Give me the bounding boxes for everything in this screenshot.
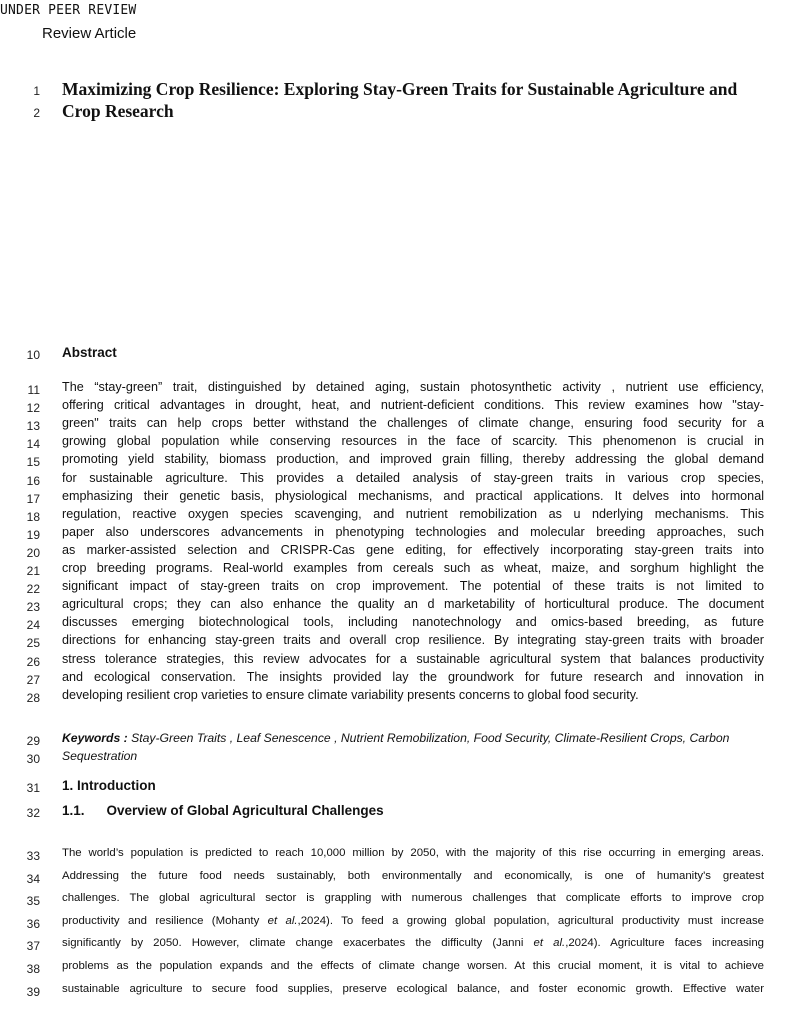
line-number: 19: [26, 527, 40, 542]
line-number: 27: [26, 672, 40, 687]
line-number: 34: [26, 871, 40, 886]
line-number: 13: [26, 419, 40, 434]
line-number: 16: [26, 473, 40, 488]
abstract-line: crop breeding programs. Real-world examples from cereals such as wheat, maize, and sorghum highlight the: [62, 561, 764, 575]
introduction-line: sustainable agriculture to secure food supplies, preserve ecological balance, and foster economic growth. Effective water: [62, 982, 764, 995]
abstract-line: growing global population while conserving resources in the face of scarcity. This phenomenon is crucial in: [62, 434, 764, 449]
line-number: 2: [33, 106, 40, 120]
abstract-line: developing resilient crop varieties to ensure climate variability presents concerns to global food security.: [62, 687, 639, 702]
title-line: Crop Research: [62, 101, 174, 121]
abstract-line: stress tolerance strategies, this review advocates for a sustainable agricultural system that balances productivity: [62, 651, 764, 666]
line-number: 15: [26, 455, 40, 470]
introduction-line: significantly by 2050. However, climate change exacerbates the difficulty (Janni et al.,2024). Agriculture faces increasing: [62, 937, 765, 950]
line-number: 12: [26, 401, 40, 416]
abstract-line: regulation, reactive oxygen species scavenging, and nutrient remobilization as u nderlying mechanisms. This: [62, 506, 764, 521]
abstract-line: paper also underscores advancements in phenotyping technologies and molecular breeding approaches, such: [62, 524, 764, 539]
line-number: 37: [26, 939, 40, 954]
subsection-number: 1.1.: [62, 803, 85, 818]
line-number: 36: [26, 916, 40, 931]
line-number: 39: [26, 984, 40, 999]
introduction-line: productivity and resilience (Mohanty et al.,2024). To feed a growing global population, agricultural productivity must increase: [62, 914, 764, 927]
abstract-line: significant impact of stay-green traits on crop improvement. The potential of these traits is not limited to: [62, 579, 764, 594]
line-number: 24: [26, 618, 40, 633]
line-number: 28: [26, 690, 40, 705]
subsection-title: Overview of Global Agricultural Challenges: [106, 803, 384, 818]
abstract-line: as marker-assisted selection and CRISPR-Cas gene editing, for effectively incorporating stay-green traits into: [62, 542, 764, 557]
abstract-heading: Abstract: [62, 345, 117, 360]
line-number: 18: [26, 509, 40, 524]
introduction-line: Addressing the future food needs sustainably, both environmentally and economically, is one of humanity's greatest: [62, 869, 764, 882]
line-number: 30: [26, 752, 40, 766]
line-number: 22: [26, 582, 40, 597]
abstract-line: The “stay-green” trait, distinguished by detained aging, sustain photosynthetic activity , nutrient use efficiency,: [62, 380, 764, 394]
line-number: 10: [26, 348, 40, 362]
abstract-line: discusses emerging biotechnological tools, including nanotechnology and omics-based breeding, as future: [62, 615, 764, 630]
introduction-line: The world’s population is predicted to reach 10,000 million by 2050, with the majority of this rise occurring in emerging areas.: [62, 847, 764, 859]
line-number: 26: [26, 654, 40, 669]
line-number: 21: [26, 564, 40, 578]
line-number: 14: [26, 437, 40, 452]
section-heading-introduction: 1. Introduction: [62, 778, 156, 793]
abstract-line: for sustainable agriculture. This provides a detailed analysis of stay-green traits in various crop species,: [62, 470, 764, 485]
abstract-line: and ecological conservation. The insights provided lay the groundwork for future research and innovation in: [62, 669, 764, 684]
abstract-line: directions for enhancing stay-green traits and overall crop resilience. By integrating stay-green traits with broader: [62, 633, 764, 648]
line-number: 17: [26, 491, 40, 506]
line-number: 23: [26, 600, 40, 615]
line-number: 25: [26, 636, 40, 651]
line-number: 31: [26, 781, 40, 795]
line-number: 1: [33, 84, 40, 98]
keywords-list: Stay-Green Traits , Leaf Senescence , Nutrient Remobilization, Food Security, Climate-Resilient Crops, Carbon: [127, 731, 730, 745]
keywords-label: Keywords :: [62, 731, 128, 745]
line-number: 38: [26, 962, 40, 976]
introduction-line: challenges. The global agricultural sector is grappling with numerous challenges that complicate efforts to improve crop: [62, 892, 764, 905]
line-number: 20: [26, 545, 40, 560]
abstract-line: green" traits can help crops better withstand the challenges of climate change, ensuring food security for a: [62, 416, 764, 431]
introduction-line: problems as the population expands and the effects of climate change worsen. At this crucial moment, it is vital to achieve: [62, 960, 764, 972]
line-number: 32: [26, 806, 40, 820]
abstract-line: promoting yield stability, biomass production, and improved grain filling, thereby addressing the global demand: [62, 452, 764, 467]
line-number: 29: [26, 734, 40, 748]
under-peer-review-watermark: UNDER PEER REVIEW: [0, 3, 137, 18]
article-type: Review Article: [42, 25, 137, 42]
abstract-line: agricultural crops; they can also enhance the quality an d marketability of horticultural produce. The document: [62, 597, 764, 612]
line-number: 11: [27, 383, 40, 397]
abstract-line: emphasizing their genetic basis, physiological mechanisms, and practical applications. It delves into hormonal: [62, 488, 764, 503]
keywords-list-continued: Sequestration: [62, 749, 138, 763]
line-number: 33: [26, 849, 40, 863]
line-number: 35: [26, 894, 40, 909]
title-line: Maximizing Crop Resilience: Exploring Stay-Green Traits for Sustainable Agriculture and: [62, 79, 738, 99]
abstract-line: offering critical advantages in drought, heat, and nutrient-deficient conditions. This review examines how "stay-: [62, 398, 764, 413]
subsection-heading: [62, 803, 384, 818]
